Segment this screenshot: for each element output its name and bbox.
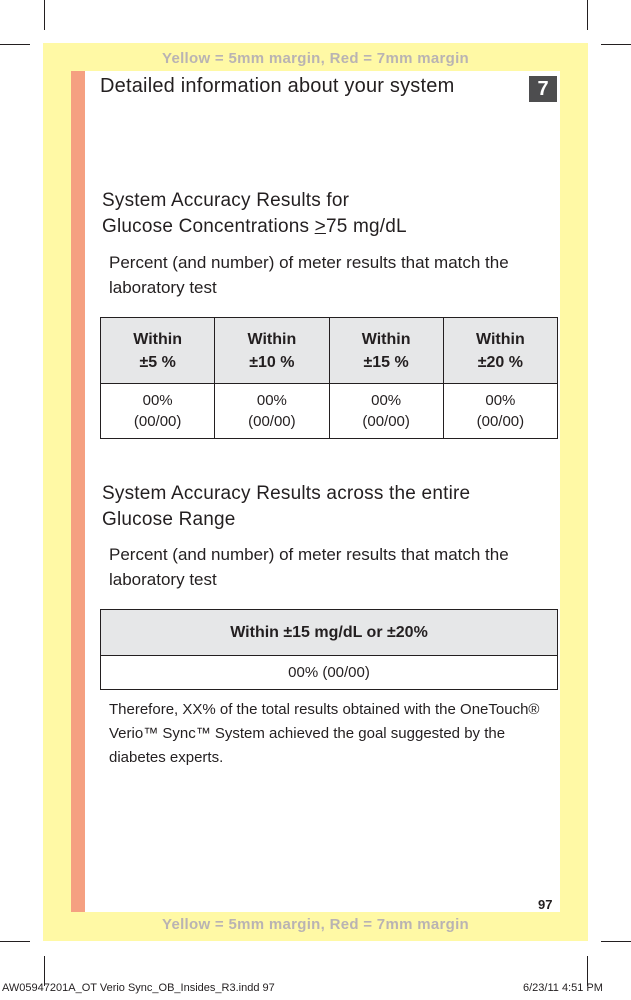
section2-heading-line2: Glucose Range <box>102 509 236 530</box>
table-header-cell: Within ±5 % <box>101 318 215 384</box>
table-cell: 00% (00/00) <box>443 384 557 439</box>
table-header-cell: Within ±15 % <box>329 318 443 384</box>
section1-heading-suffix: 75 mg/dL <box>325 216 407 237</box>
crop-mark <box>601 941 631 942</box>
accuracy-table-entire-range <box>100 609 558 690</box>
greater-equal-symbol: > <box>314 216 326 237</box>
section1-heading-line1: System Accuracy Results for <box>102 190 350 211</box>
table-header-cell: Within ±15 mg/dL or ±20% <box>101 610 558 656</box>
table-header-row <box>101 610 558 656</box>
table-cell: 00% (00/00) <box>101 384 215 439</box>
header-title: Detailed information about your system <box>100 75 455 97</box>
slug-timestamp: 6/23/11 4:51 PM <box>523 982 603 994</box>
section1-heading-line2 <box>102 214 407 240</box>
page-number: 97 <box>538 897 553 912</box>
accuracy-table-by-range <box>100 317 558 439</box>
chapter-badge: 7 <box>529 76 557 102</box>
table-cell: 00% (00/00) <box>215 384 329 439</box>
red-margin-bar <box>71 71 85 912</box>
table-cell: 00% (00/00) <box>101 656 558 690</box>
margin-note-bottom: Yellow = 5mm margin, Red = 7mm margin <box>161 916 470 933</box>
crop-mark <box>0 941 30 942</box>
table-header-cell: Within ±10 % <box>215 318 329 384</box>
section2-description: Percent (and number) of meter results that match the laboratory test <box>109 545 509 589</box>
table-header-row <box>101 318 558 384</box>
conclusion-text: Therefore, XX% of the total results obtained with the OneTouch® Verio™ Sync™ System achieved the goal suggested by the diabetes experts. <box>109 701 540 766</box>
section1-description: Percent (and number) of meter results that match the laboratory test <box>109 253 509 297</box>
crop-mark <box>44 0 45 30</box>
section1-heading-prefix: Glucose Concentrations <box>102 216 315 237</box>
margin-note-top: Yellow = 5mm margin, Red = 7mm margin <box>161 50 470 67</box>
crop-mark <box>601 44 631 45</box>
table-row <box>101 384 558 439</box>
crop-mark <box>587 0 588 30</box>
slug-filename: AW05947201A_OT Verio Sync_OB_Insides_R3.indd 97 <box>2 982 275 994</box>
table-cell: 00% (00/00) <box>329 384 443 439</box>
section1-heading <box>102 188 407 240</box>
section2-heading-line1: System Accuracy Results across the entire <box>102 483 471 504</box>
table-row <box>101 656 558 690</box>
crop-mark <box>0 44 30 45</box>
section2-heading <box>102 481 470 533</box>
table-header-cell: Within ±20 % <box>443 318 557 384</box>
